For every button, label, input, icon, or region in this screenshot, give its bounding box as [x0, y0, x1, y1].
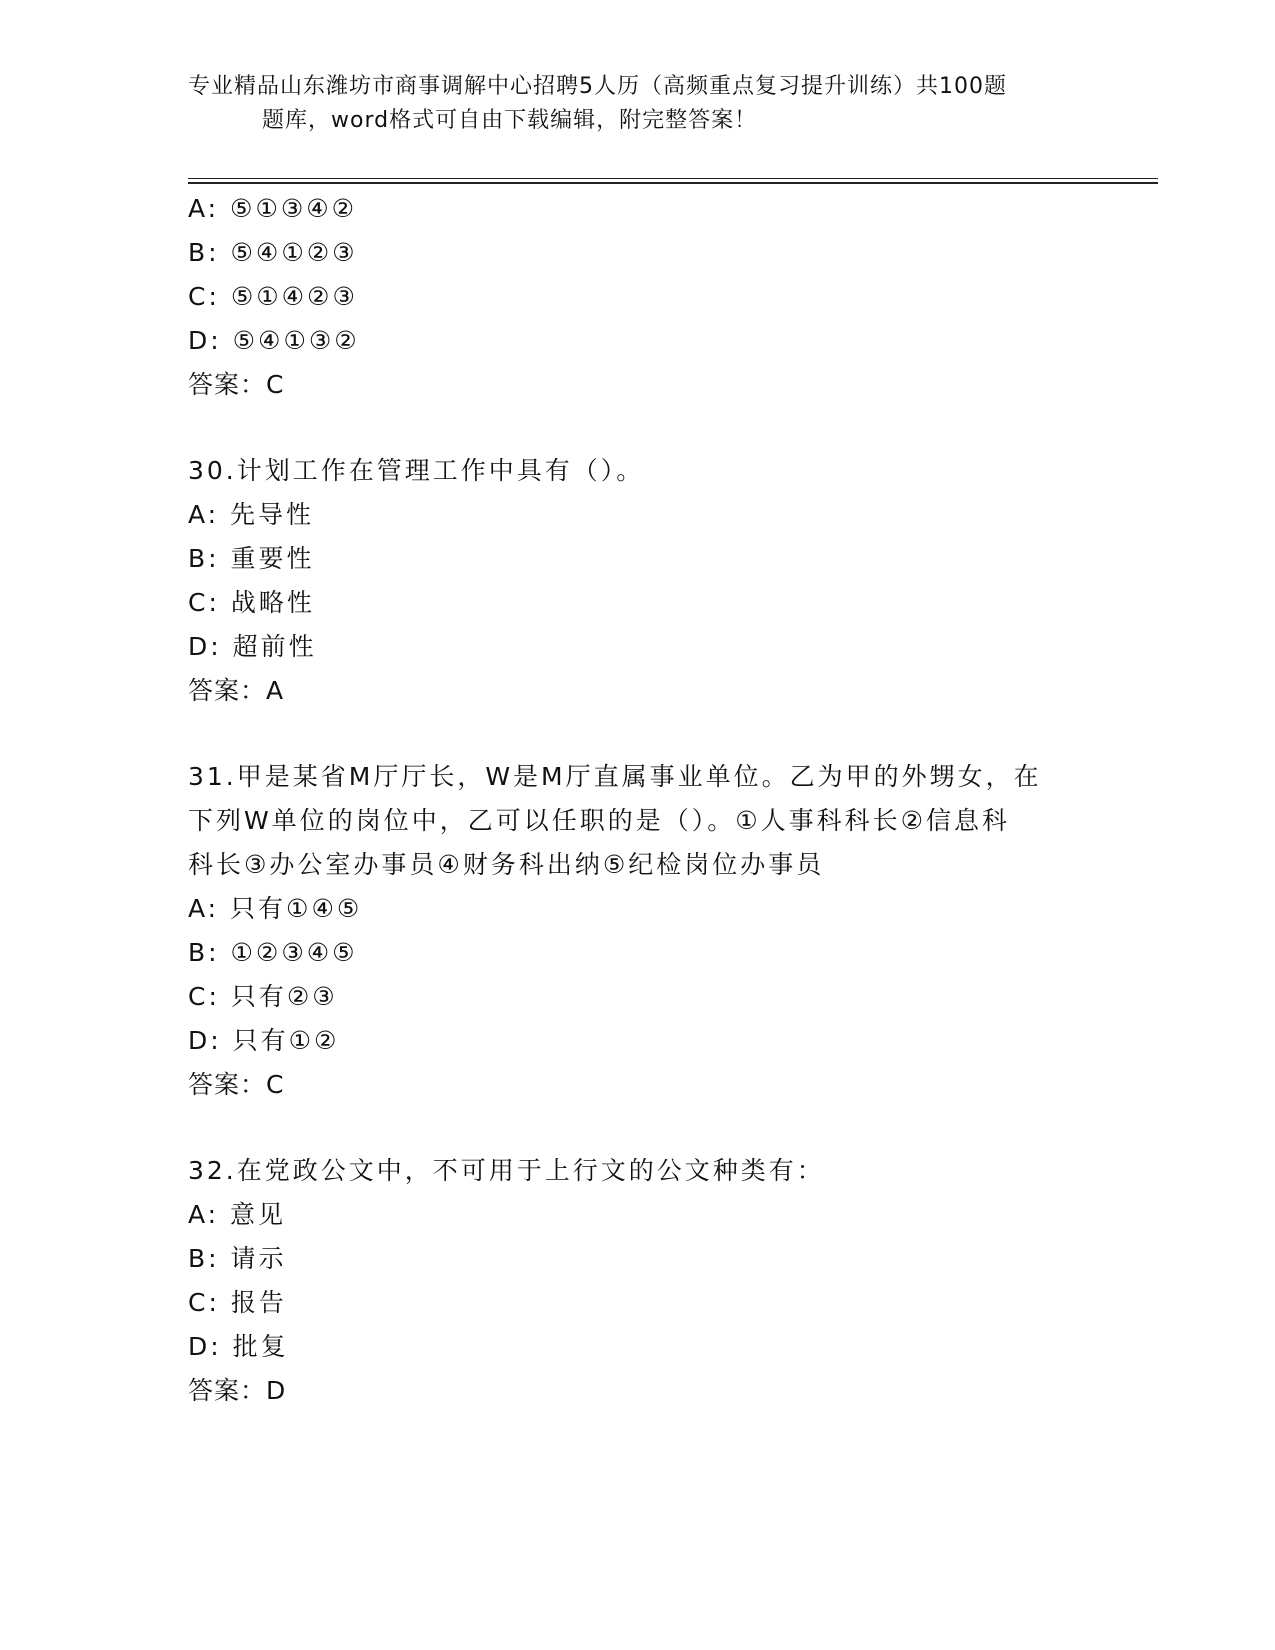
q30-option-c: C: 战略性 — [188, 588, 315, 617]
q32-answer: 答案：D — [188, 1376, 287, 1405]
prev-option-d: D: ⑤④①③② — [188, 326, 360, 355]
q31-option-a: A: 只有①④⑤ — [188, 894, 363, 923]
q32-option-d: D: 批复 — [188, 1332, 289, 1361]
q31-option-b: B: ①②③④⑤ — [188, 938, 358, 967]
q30-option-b: B: 重要性 — [188, 544, 315, 573]
q31-stem-line-1: 31.甲是某省M厅厅长，W是M厅直属事业单位。乙为甲的外甥女，在 — [188, 762, 1042, 791]
header-rule-thick — [188, 182, 1158, 184]
prev-option-b: B: ⑤④①②③ — [188, 238, 358, 267]
document-title-line-2: 题库，word格式可自由下载编辑，附完整答案！ — [262, 108, 758, 133]
q31-answer: 答案：C — [188, 1070, 285, 1099]
prev-answer: 答案：C — [188, 370, 285, 399]
header-rule-thin — [188, 178, 1158, 179]
q31-stem-line-3: 科长③办公室办事员④财务科出纳⑤纪检岗位办事员 — [188, 850, 825, 879]
q31-option-d: D: 只有①② — [188, 1026, 340, 1055]
q32-option-b: B: 请示 — [188, 1244, 287, 1273]
prev-option-c: C: ⑤①④②③ — [188, 282, 358, 311]
q31-option-c: C: 只有②③ — [188, 982, 338, 1011]
q30-option-a: A: 先导性 — [188, 500, 315, 529]
q30-option-d: D: 超前性 — [188, 632, 317, 661]
q32-option-a: A: 意见 — [188, 1200, 287, 1229]
prev-option-a: A: ⑤①③④② — [188, 194, 358, 223]
q30-stem: 30.计划工作在管理工作中具有（）。 — [188, 456, 645, 485]
q32-stem: 32.在党政公文中，不可用于上行文的公文种类有： — [188, 1156, 825, 1185]
q30-answer: 答案：A — [188, 676, 285, 705]
document-title-line-1: 专业精品山东潍坊市商事调解中心招聘5人历（高频重点复习提升训练）共100题 — [188, 74, 1007, 99]
q31-stem-line-2: 下列W单位的岗位中，乙可以任职的是（）。①人事科科长②信息科 — [188, 806, 1011, 835]
q32-option-c: C: 报告 — [188, 1288, 287, 1317]
